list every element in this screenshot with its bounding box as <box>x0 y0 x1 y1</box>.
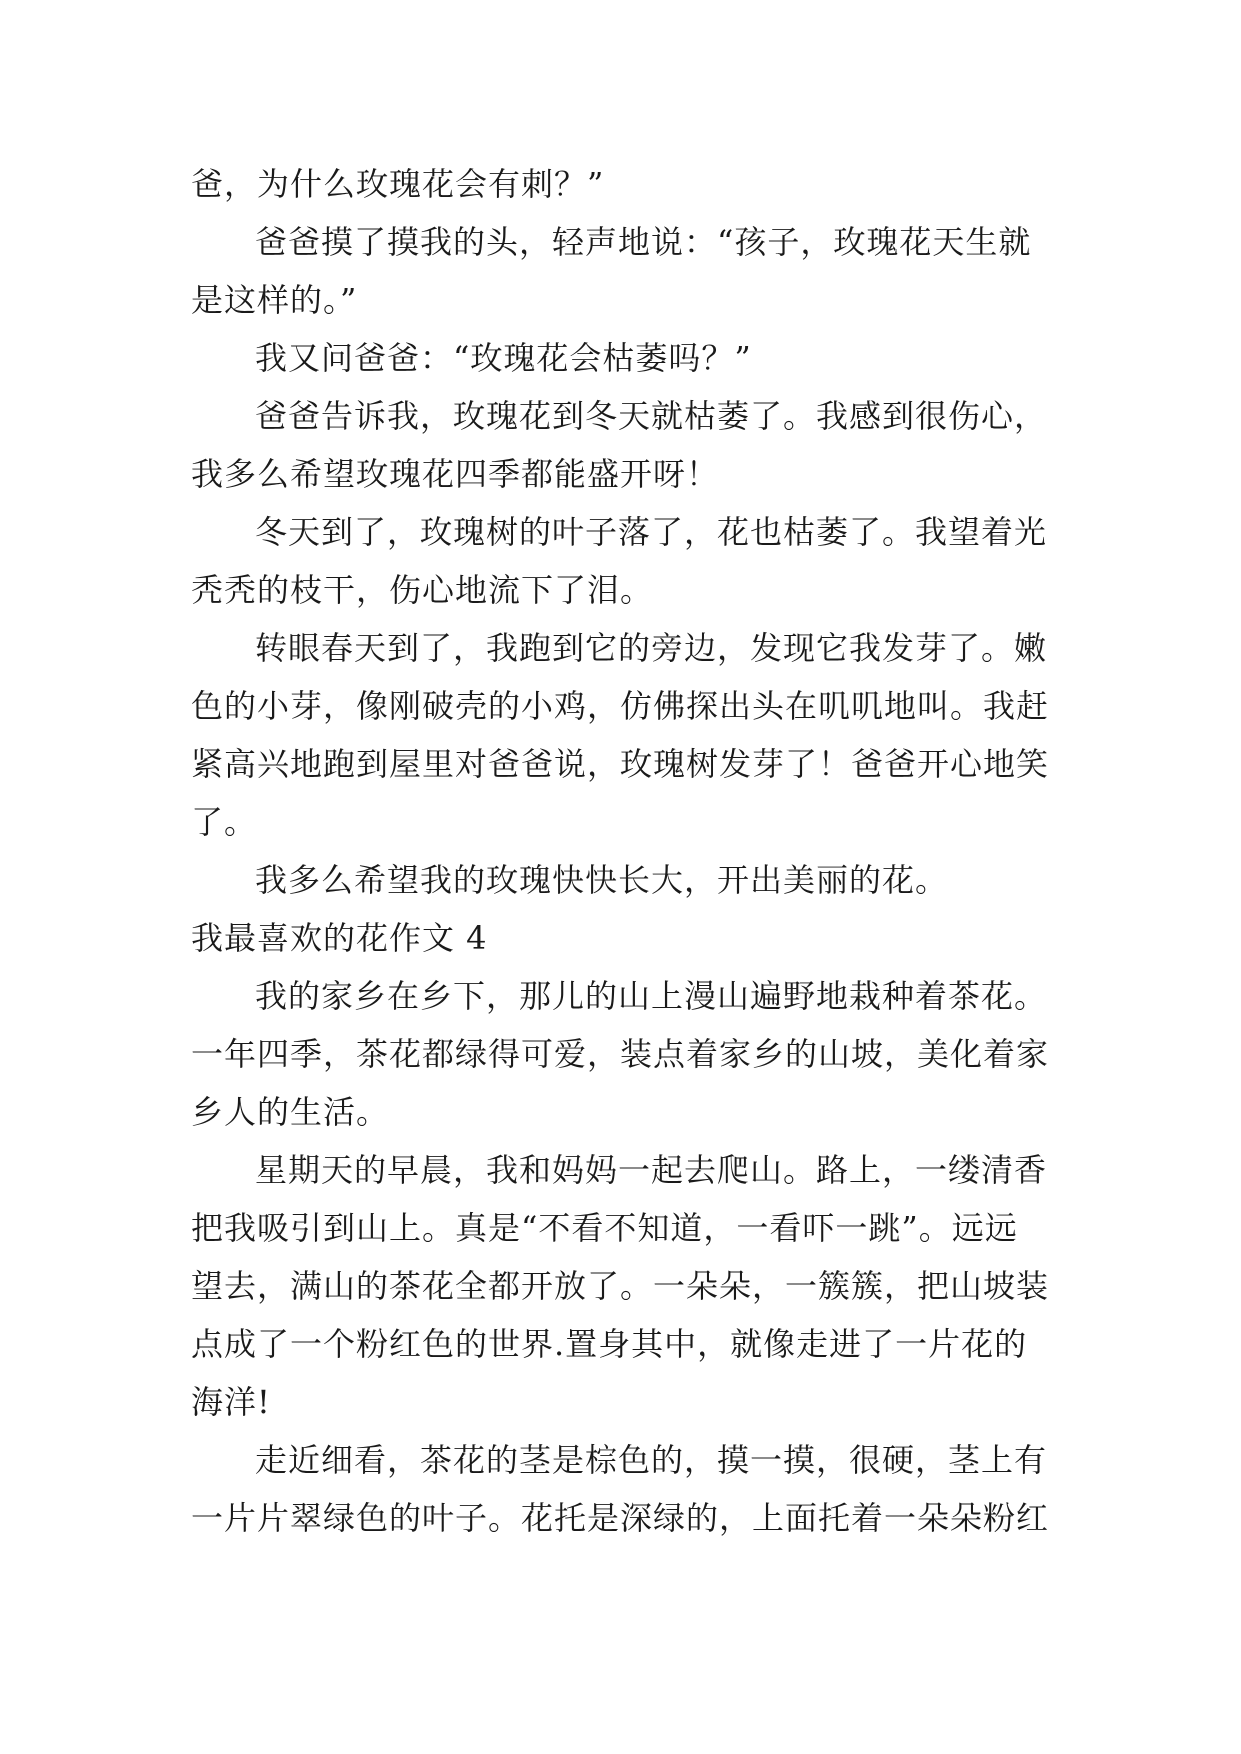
text-line: 我多么希望我的玫瑰快快长大，开出美丽的花。 <box>255 861 949 899</box>
text-line: 我多么希望玫瑰花四季都能盛开呀！ <box>191 455 720 493</box>
text-line: 了。 <box>191 803 258 841</box>
section-heading: 我最喜欢的花作文 4 <box>191 919 488 957</box>
essay-text <box>191 155 1071 1547</box>
text-line: 爸爸告诉我，玫瑰花到冬天就枯萎了。我感到很伤心， <box>255 397 1048 435</box>
text-line: 色的小芽，像刚破壳的小鸡，仿佛探出头在叽叽地叫。我赶 <box>191 687 1050 725</box>
text-line: 走近细看，茶花的茎是棕色的，摸一摸，很硬，茎上有 <box>255 1441 1048 1479</box>
text-line: 望去，满山的茶花全都开放了。一朵朵，一簇簇，把山坡装 <box>191 1267 1050 1305</box>
text-line: 是这样的。” <box>191 281 358 319</box>
text-line: 紧高兴地跑到屋里对爸爸说，玫瑰树发芽了！爸爸开心地笑 <box>191 745 1050 783</box>
text-line: 我的家乡在乡下，那儿的山上漫山遍野地栽种着茶花。 <box>255 977 1048 1015</box>
text-line: 点成了一个粉红色的世界.置身其中，就像走进了一片花的 <box>191 1325 1028 1363</box>
text-line: 海洋! <box>191 1383 271 1421</box>
text-line: 冬天到了，玫瑰树的叶子落了，花也枯萎了。我望着光 <box>255 513 1048 551</box>
text-line: 秃秃的枝干，伤心地流下了泪。 <box>191 571 654 609</box>
text-line: 一片片翠绿色的叶子。花托是深绿的，上面托着一朵朵粉红 <box>191 1499 1050 1537</box>
text-line: 一年四季，茶花都绿得可爱，装点着家乡的山坡，美化着家 <box>191 1035 1050 1073</box>
text-line: 爸，为什么玫瑰花会有刺？” <box>191 165 605 203</box>
text-line: 把我吸引到山上。真是“不看不知道，一看吓一跳”。远远 <box>191 1209 1018 1247</box>
text-line: 乡人的生活。 <box>191 1093 390 1131</box>
text-line: 我又问爸爸：“玫瑰花会枯萎吗？” <box>255 339 752 377</box>
text-line: 转眼春天到了，我跑到它的旁边，发现它我发芽了。嫩 <box>255 629 1048 667</box>
text-line: 爸爸摸了摸我的头，轻声地说：“孩子，玫瑰花天生就 <box>255 223 1032 261</box>
text-line: 星期天的早晨，我和妈妈一起去爬山。路上，一缕清香 <box>255 1151 1048 1189</box>
